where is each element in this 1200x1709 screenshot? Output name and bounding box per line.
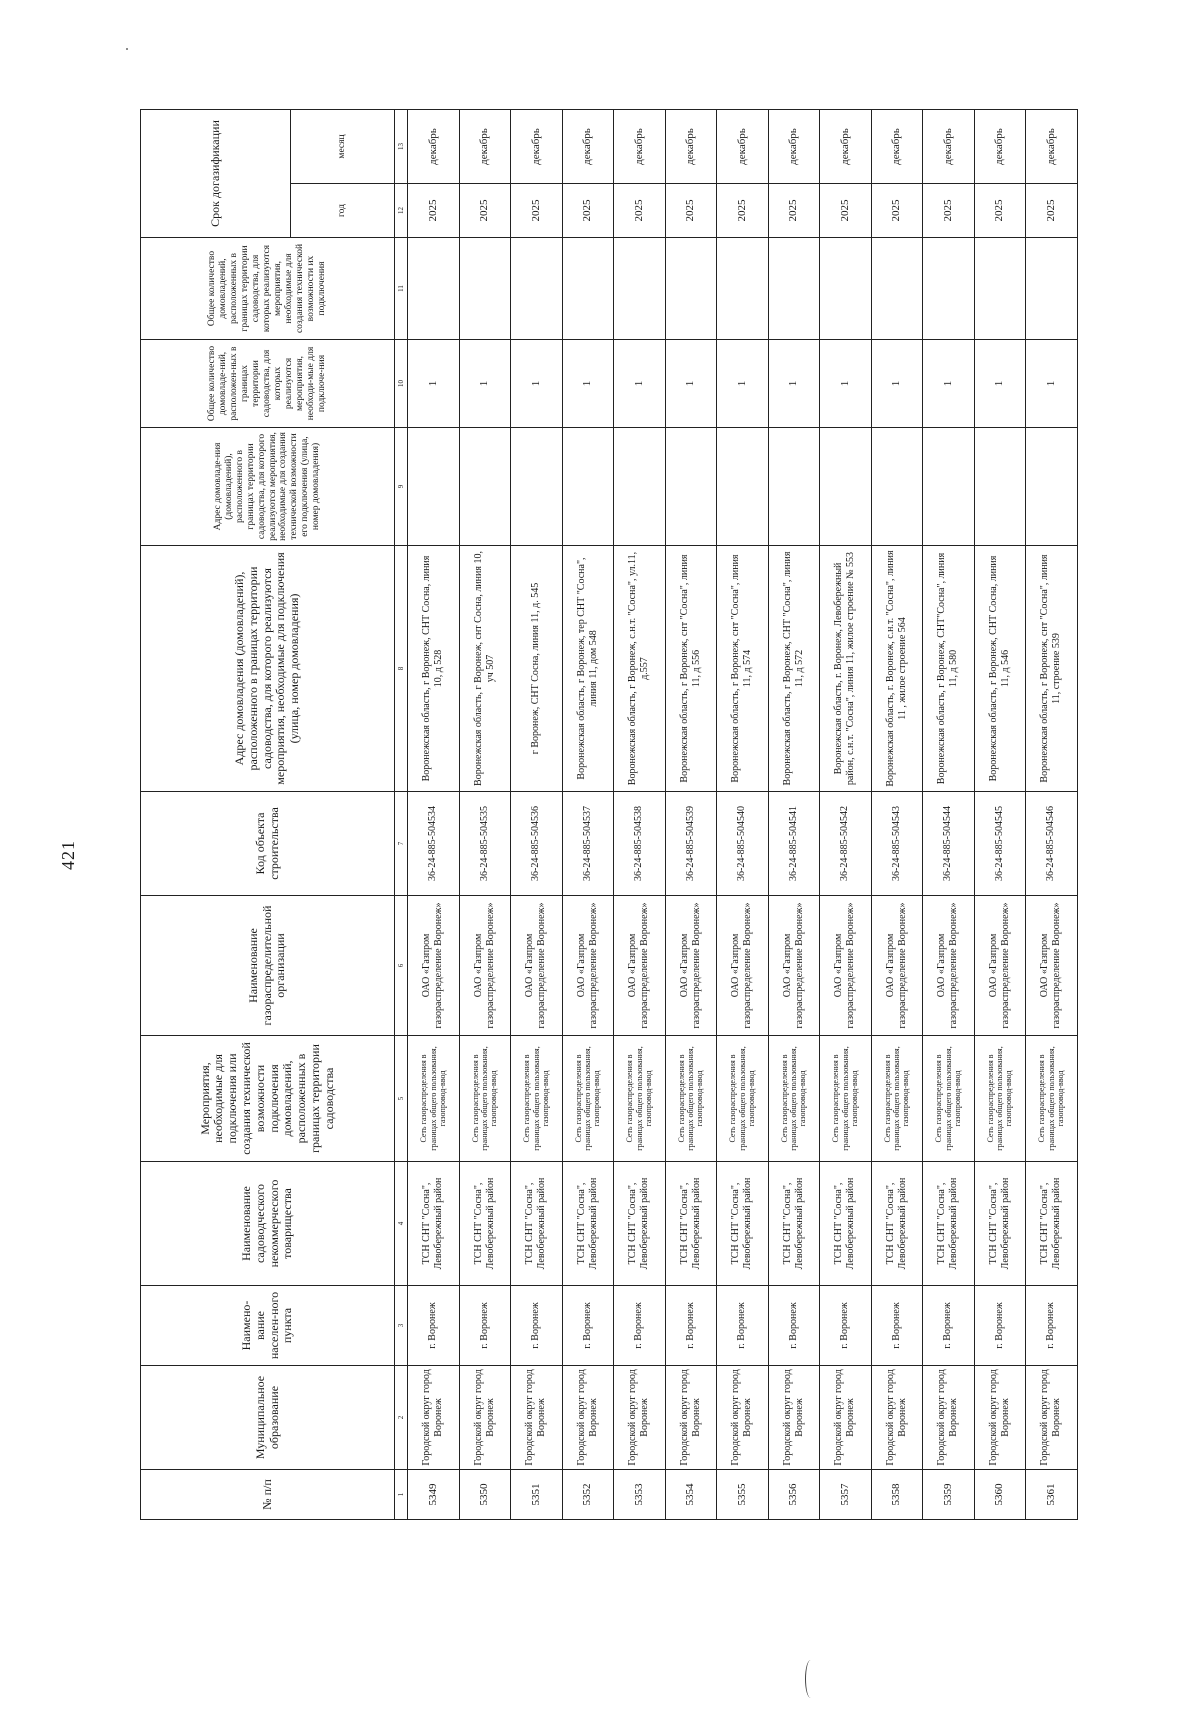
- measures-cell: Сеть газораспределения в границах общего пользования, газопровод-ввод: [871, 1036, 923, 1162]
- capability-address-cell: [871, 428, 923, 546]
- table-row: [820, 109, 872, 1519]
- partnership-cell: ТСН СНТ "Сосна", Левобережный район: [511, 1162, 563, 1286]
- gas-organization-cell: ОАО «Газпром газораспределение Воронеж»: [614, 896, 666, 1036]
- connection-address-cell: Воронежская область, г Воронеж, СНТ "Сосна", линия 11, д 572: [768, 546, 820, 792]
- capability-address-cell: [768, 428, 820, 546]
- month-cell: декабрь: [1026, 109, 1078, 183]
- object-code-cell: 36-24-885-504538: [614, 792, 666, 896]
- municipality-cell: Городской округ город Воронеж: [511, 1366, 563, 1470]
- table-row: [768, 109, 820, 1519]
- capability-count-cell: [1026, 238, 1078, 340]
- partnership-cell: ТСН СНТ "Сосна", Левобережный район: [665, 1162, 717, 1286]
- capability-count-cell: [459, 238, 511, 340]
- municipality-cell: Городской округ город Воронеж: [820, 1366, 872, 1470]
- partnership-cell: ТСН СНТ "Сосна", Левобережный район: [768, 1162, 820, 1286]
- gas-organization-cell: ОАО «Газпром газораспределение Воронеж»: [923, 896, 975, 1036]
- table-header: [141, 109, 408, 1519]
- connection-count-cell: 1: [562, 340, 614, 428]
- capability-address-cell: [459, 428, 511, 546]
- header-deadline: Срок догазификации: [141, 109, 291, 237]
- year-cell: 2025: [974, 184, 1026, 238]
- capability-address-cell: [974, 428, 1026, 546]
- object-code-cell: 36-24-885-504534: [408, 792, 460, 896]
- header-municipality: Муниципальное образование: [141, 1366, 395, 1470]
- month-cell: декабрь: [614, 109, 666, 183]
- measures-cell: Сеть газораспределения в границах общего пользования, газопровод-ввод: [820, 1036, 872, 1162]
- capability-address-cell: [923, 428, 975, 546]
- table-row: [871, 109, 923, 1519]
- gas-organization-cell: ОАО «Газпром газораспределение Воронеж»: [408, 896, 460, 1036]
- measures-cell: Сеть газораспределения в границах общего пользования, газопровод-ввод: [511, 1036, 563, 1162]
- connection-address-cell: Воронежская область, г Воронеж, снт "Сосна", линия 11, строение 539: [1026, 546, 1078, 792]
- month-cell: декабрь: [511, 109, 563, 183]
- row-number-cell: 5355: [717, 1470, 769, 1520]
- settlement-cell: г. Воронеж: [562, 1286, 614, 1366]
- row-number-cell: 5360: [974, 1470, 1026, 1520]
- connection-count-cell: 1: [923, 340, 975, 428]
- month-cell: декабрь: [923, 109, 975, 183]
- measures-cell: Сеть газораспределения в границах общего пользования, газопровод-ввод: [562, 1036, 614, 1162]
- row-number-cell: 5359: [923, 1470, 975, 1520]
- column-number: 6: [395, 896, 408, 1036]
- month-cell: декабрь: [459, 109, 511, 183]
- column-number-row: [395, 109, 408, 1519]
- object-code-cell: 36-24-885-504543: [871, 792, 923, 896]
- settlement-cell: г. Воронеж: [511, 1286, 563, 1366]
- municipality-cell: Городской округ город Воронеж: [974, 1366, 1026, 1470]
- settlement-cell: г. Воронеж: [408, 1286, 460, 1366]
- row-number-cell: 5352: [562, 1470, 614, 1520]
- table-row: [408, 109, 460, 1519]
- measures-cell: Сеть газораспределения в границах общего пользования, газопровод-ввод: [665, 1036, 717, 1162]
- month-cell: декабрь: [562, 109, 614, 183]
- measures-cell: Сеть газораспределения в границах общего пользования, газопровод-ввод: [768, 1036, 820, 1162]
- object-code-cell: 36-24-885-504539: [665, 792, 717, 896]
- municipality-cell: Городской округ город Воронеж: [665, 1366, 717, 1470]
- connection-address-cell: Воронежская область, г Воронеж, снт "Сосна", линия 11, д 574: [717, 546, 769, 792]
- row-number-cell: 5353: [614, 1470, 666, 1520]
- year-cell: 2025: [665, 184, 717, 238]
- row-number-cell: 5350: [459, 1470, 511, 1520]
- row-number-cell: 5357: [820, 1470, 872, 1520]
- municipality-cell: Городской округ город Воронеж: [923, 1366, 975, 1470]
- page-number: 421: [58, 840, 78, 870]
- connection-address-cell: Воронежская область, г Воронеж, снт Сосна, линия 10, уч 507: [459, 546, 511, 792]
- column-number: 9: [395, 428, 408, 546]
- column-number: 10: [395, 340, 408, 428]
- month-cell: декабрь: [665, 109, 717, 183]
- row-number-cell: 5354: [665, 1470, 717, 1520]
- header-capability-count: Общее количество домовладений, расположенных в границах территории садоводства, для которых реализуются мероприятия, необходимые для создания технической возможности их подключения: [141, 238, 395, 340]
- column-number: 13: [395, 109, 408, 183]
- municipality-cell: Городской округ город Воронеж: [871, 1366, 923, 1470]
- connection-count-cell: 1: [408, 340, 460, 428]
- capability-count-cell: [717, 238, 769, 340]
- measures-cell: Сеть газораспределения в границах общего пользования, газопровод-ввод: [408, 1036, 460, 1162]
- year-cell: 2025: [562, 184, 614, 238]
- month-cell: декабрь: [974, 109, 1026, 183]
- year-cell: 2025: [408, 184, 460, 238]
- object-code-cell: 36-24-885-504535: [459, 792, 511, 896]
- gas-organization-cell: ОАО «Газпром газораспределение Воронеж»: [820, 896, 872, 1036]
- connection-address-cell: г Воронеж, СНТ Сосна, линия 11, д. 545: [511, 546, 563, 792]
- connection-count-cell: 1: [614, 340, 666, 428]
- table-row: [1026, 109, 1078, 1519]
- municipality-cell: Городской округ город Воронеж: [768, 1366, 820, 1470]
- connection-count-cell: 1: [665, 340, 717, 428]
- registry-sheet: [140, 110, 1070, 1520]
- object-code-cell: 36-24-885-504546: [1026, 792, 1078, 896]
- connection-address-cell: Воронежская область, г. Воронеж, с.н.т. "Сосна", линия 11 , жилое строение 564: [871, 546, 923, 792]
- settlement-cell: г. Воронеж: [614, 1286, 666, 1366]
- object-code-cell: 36-24-885-504536: [511, 792, 563, 896]
- capability-count-cell: [408, 238, 460, 340]
- capability-address-cell: [511, 428, 563, 546]
- table-row: [614, 109, 666, 1519]
- connection-count-cell: 1: [820, 340, 872, 428]
- connection-address-cell: Воронежская область, г. Воронеж, Левобережный район, с.н.т. "Сосна", линия 11, жилое строение № 553: [820, 546, 872, 792]
- gas-organization-cell: ОАО «Газпром газораспределение Воронеж»: [665, 896, 717, 1036]
- partnership-cell: ТСН СНТ "Сосна", Левобережный район: [820, 1162, 872, 1286]
- year-cell: 2025: [717, 184, 769, 238]
- connection-count-cell: 1: [459, 340, 511, 428]
- year-cell: 2025: [768, 184, 820, 238]
- connection-count-cell: 1: [871, 340, 923, 428]
- row-number-cell: 5349: [408, 1470, 460, 1520]
- partnership-cell: ТСН СНТ "Сосна", Левобережный район: [871, 1162, 923, 1286]
- partnership-cell: ТСН СНТ "Сосна", Левобережный район: [923, 1162, 975, 1286]
- row-number-cell: 5361: [1026, 1470, 1078, 1520]
- gas-organization-cell: ОАО «Газпром газораспределение Воронеж»: [511, 896, 563, 1036]
- header-partnership: Наименование садоводческого некоммерческого товарищества: [141, 1162, 395, 1286]
- column-number: 5: [395, 1036, 408, 1162]
- settlement-cell: г. Воронеж: [871, 1286, 923, 1366]
- header-connection-address: Адрес домовладения (домовладений), расположенного в границах территории садоводства, для которого реализуются мероприятия, необходимые для подключения (улица, номер домовладения): [141, 546, 395, 792]
- partnership-cell: ТСН СНТ "Сосна", Левобережный район: [974, 1162, 1026, 1286]
- settlement-cell: г. Воронеж: [1026, 1286, 1078, 1366]
- header-settlement: Наимено-вание населен-ного пункта: [141, 1286, 395, 1366]
- settlement-cell: г. Воронеж: [768, 1286, 820, 1366]
- connection-count-cell: 1: [717, 340, 769, 428]
- gas-organization-cell: ОАО «Газпром газораспределение Воронеж»: [768, 896, 820, 1036]
- month-cell: декабрь: [408, 109, 460, 183]
- month-cell: декабрь: [768, 109, 820, 183]
- year-cell: 2025: [614, 184, 666, 238]
- gas-organization-cell: ОАО «Газпром газораспределение Воронеж»: [871, 896, 923, 1036]
- header-connection-count: Общее количество домовладе-ний, расположен-ных в границах территории садоводства, для которых реализуются мероприятия, необходи-мые для подключе-ния: [141, 340, 395, 428]
- table-row: [665, 109, 717, 1519]
- table-body: [408, 109, 1078, 1519]
- month-cell: декабрь: [871, 109, 923, 183]
- capability-address-cell: [665, 428, 717, 546]
- capability-address-cell: [408, 428, 460, 546]
- partnership-cell: ТСН СНТ "Сосна", Левобережный район: [562, 1162, 614, 1286]
- column-number: 12: [395, 184, 408, 238]
- measures-cell: Сеть газораспределения в границах общего пользования, газопровод-ввод: [1026, 1036, 1078, 1162]
- capability-count-cell: [768, 238, 820, 340]
- connection-count-cell: 1: [768, 340, 820, 428]
- object-code-cell: 36-24-885-504537: [562, 792, 614, 896]
- capability-count-cell: [820, 238, 872, 340]
- gasification-registry-table: [140, 109, 1078, 1520]
- capability-count-cell: [923, 238, 975, 340]
- scan-speck: [126, 48, 128, 50]
- settlement-cell: г. Воронеж: [665, 1286, 717, 1366]
- column-number: 1: [395, 1470, 408, 1520]
- month-cell: декабрь: [717, 109, 769, 183]
- connection-count-cell: 1: [974, 340, 1026, 428]
- municipality-cell: Городской округ город Воронеж: [459, 1366, 511, 1470]
- partnership-cell: ТСН СНТ "Сосна", Левобережный район: [408, 1162, 460, 1286]
- connection-address-cell: Воронежская область, г Воронеж, с.н.т. "Сосна", ул.11, д.557: [614, 546, 666, 792]
- capability-address-cell: [614, 428, 666, 546]
- connection-count-cell: 1: [1026, 340, 1078, 428]
- year-cell: 2025: [923, 184, 975, 238]
- header-gas-organization: Наименование газораспределительной организации: [141, 896, 395, 1036]
- capability-address-cell: [717, 428, 769, 546]
- connection-address-cell: Воронежская область, г Воронеж, СНТ Сосна, линия 11, д 546: [974, 546, 1026, 792]
- capability-count-cell: [562, 238, 614, 340]
- municipality-cell: Городской округ город Воронеж: [562, 1366, 614, 1470]
- column-number: 8: [395, 546, 408, 792]
- table-row: [923, 109, 975, 1519]
- partnership-cell: ТСН СНТ "Сосна", Левобережный район: [717, 1162, 769, 1286]
- year-cell: 2025: [1026, 184, 1078, 238]
- gas-organization-cell: ОАО «Газпром газораспределение Воронеж»: [717, 896, 769, 1036]
- settlement-cell: г. Воронеж: [923, 1286, 975, 1366]
- municipality-cell: Городской округ город Воронеж: [717, 1366, 769, 1470]
- header-month: месяц: [291, 109, 395, 183]
- settlement-cell: г. Воронеж: [459, 1286, 511, 1366]
- object-code-cell: 36-24-885-504540: [717, 792, 769, 896]
- municipality-cell: Городской округ город Воронеж: [614, 1366, 666, 1470]
- header-capability-address: Адрес домовладе-ния (домовладений), расположенного в границах территории садоводства, для которого реализуются мероприятия, необходимые для создания технической возможности его подключения (улица, номер домовладения): [141, 428, 395, 546]
- partnership-cell: ТСН СНТ "Сосна", Левобережный район: [1026, 1162, 1078, 1286]
- column-number: 3: [395, 1286, 408, 1366]
- capability-address-cell: [820, 428, 872, 546]
- capability-count-cell: [871, 238, 923, 340]
- column-number: 11: [395, 238, 408, 340]
- measures-cell: Сеть газораспределения в границах общего пользования, газопровод-ввод: [923, 1036, 975, 1162]
- settlement-cell: г. Воронеж: [974, 1286, 1026, 1366]
- partnership-cell: ТСН СНТ "Сосна", Левобережный район: [459, 1162, 511, 1286]
- row-number-cell: 5358: [871, 1470, 923, 1520]
- column-number: 7: [395, 792, 408, 896]
- table-row: [974, 109, 1026, 1519]
- table-row: [511, 109, 563, 1519]
- row-number-cell: 5351: [511, 1470, 563, 1520]
- connection-address-cell: Воронежская область, г Воронеж, СНТ"Сосна", линия 11, д 580: [923, 546, 975, 792]
- measures-cell: Сеть газораспределения в границах общего пользования, газопровод-ввод: [459, 1036, 511, 1162]
- object-code-cell: 36-24-885-504545: [974, 792, 1026, 896]
- capability-count-cell: [665, 238, 717, 340]
- connection-address-cell: Воронежская область, г Воронеж, снт "Сосна", линия 11, д 556: [665, 546, 717, 792]
- connection-address-cell: Воронежская область, г Воронеж, СНТ Сосна, линия 10, д 528: [408, 546, 460, 792]
- measures-cell: Сеть газораспределения в границах общего пользования, газопровод-ввод: [717, 1036, 769, 1162]
- settlement-cell: г. Воронеж: [717, 1286, 769, 1366]
- object-code-cell: 36-24-885-504544: [923, 792, 975, 896]
- municipality-cell: Городской округ город Воронеж: [1026, 1366, 1078, 1470]
- capability-count-cell: [974, 238, 1026, 340]
- row-number-cell: 5356: [768, 1470, 820, 1520]
- year-cell: 2025: [459, 184, 511, 238]
- measures-cell: Сеть газораспределения в границах общего пользования, газопровод-ввод: [974, 1036, 1026, 1162]
- object-code-cell: 36-24-885-504541: [768, 792, 820, 896]
- object-code-cell: 36-24-885-504542: [820, 792, 872, 896]
- municipality-cell: Городской округ город Воронеж: [408, 1366, 460, 1470]
- header-year: год: [291, 184, 395, 238]
- capability-address-cell: [562, 428, 614, 546]
- header-object-code: Код объекта строительства: [141, 792, 395, 896]
- column-number: 4: [395, 1162, 408, 1286]
- year-cell: 2025: [871, 184, 923, 238]
- column-number: 2: [395, 1366, 408, 1470]
- table-row: [459, 109, 511, 1519]
- gas-organization-cell: ОАО «Газпром газораспределение Воронеж»: [459, 896, 511, 1036]
- year-cell: 2025: [511, 184, 563, 238]
- header-number: № п/п: [141, 1470, 395, 1520]
- pen-mark: [805, 1660, 816, 1698]
- table-row: [717, 109, 769, 1519]
- capability-address-cell: [1026, 428, 1078, 546]
- connection-count-cell: 1: [511, 340, 563, 428]
- gas-organization-cell: ОАО «Газпром газораспределение Воронеж»: [562, 896, 614, 1036]
- header-measures: Мероприятия, необходимые для подключения или создания технической возможности подключения домовладений, расположенных в границах территории садоводства: [141, 1036, 395, 1162]
- gas-organization-cell: ОАО «Газпром газораспределение Воронеж»: [1026, 896, 1078, 1036]
- table-row: [562, 109, 614, 1519]
- month-cell: декабрь: [820, 109, 872, 183]
- year-cell: 2025: [820, 184, 872, 238]
- capability-count-cell: [511, 238, 563, 340]
- capability-count-cell: [614, 238, 666, 340]
- measures-cell: Сеть газораспределения в границах общего пользования, газопровод-ввод: [614, 1036, 666, 1162]
- partnership-cell: ТСН СНТ "Сосна", Левобережный район: [614, 1162, 666, 1286]
- connection-address-cell: Воронежская область, г Воронеж, тер СНТ "Сосна", линия 11, дом 548: [562, 546, 614, 792]
- gas-organization-cell: ОАО «Газпром газораспределение Воронеж»: [974, 896, 1026, 1036]
- settlement-cell: г. Воронеж: [820, 1286, 872, 1366]
